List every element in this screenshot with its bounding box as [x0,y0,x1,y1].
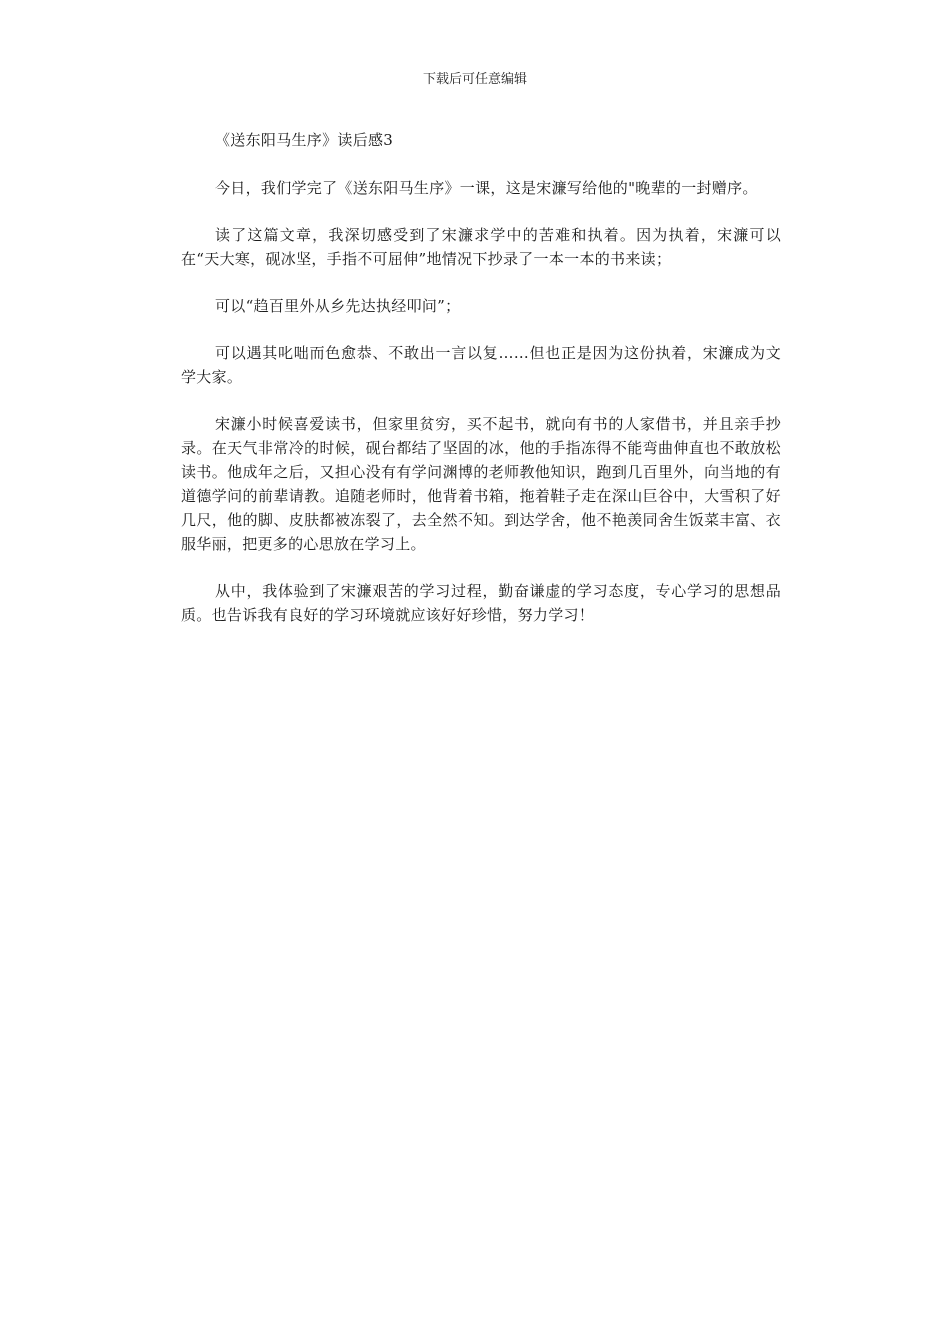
paragraph-2: 读了这篇文章，我深切感受到了宋濂求学中的苦难和执着。因为执着，宋濂可以在“天大寒，砚冰坚，手指不可屈伸”地情况下抄录了一本一本的书来读； [181,226,781,268]
document-title: 《送东阳马生序》读后感3 [215,131,394,149]
document-body [181,127,781,627]
paragraph-1: 今日，我们学完了《送东阳马生序》一课，这是宋濂写给他的"晚辈的一封赠序。 [215,179,758,197]
paragraph-6: 从中，我体验到了宋濂艰苦的学习过程，勤奋谦虚的学习态度，专心学习的思想品质。也告诉我有良好的学习环境就应该好好珍惜，努力学习！ [181,582,781,624]
paragraph-3: 可以“趋百里外从乡先达执经叩问”； [215,297,461,315]
paragraph-4: 可以遇其叱咄而色愈恭、不敢出一言以复……但也正是因为这份执着，宋濂成为文学大家。 [181,344,781,386]
page-header: 下载后可任意编辑 [422,72,527,87]
paragraph-5: 宋濂小时候喜爱读书，但家里贫穷，买不起书，就向有书的人家借书，并且亲手抄录。在天气非常冷的时候，砚台都结了坚固的冰，他的手指冻得不能弯曲伸直也不敢放松读书。他成年之后，又担心没有有学问渊博的老师教他知识，跑到几百里外，向当地的有道德学问的前辈请教。追随老师时，他背着书箱，拖着鞋子走在深山巨谷中，大雪积了好几尺，他的脚、皮肤都被冻裂了，去全然不知。到达学舍，他不艳羡同舍生饭菜丰富、衣服华丽，把更多的心思放在学习上。 [181,415,781,553]
